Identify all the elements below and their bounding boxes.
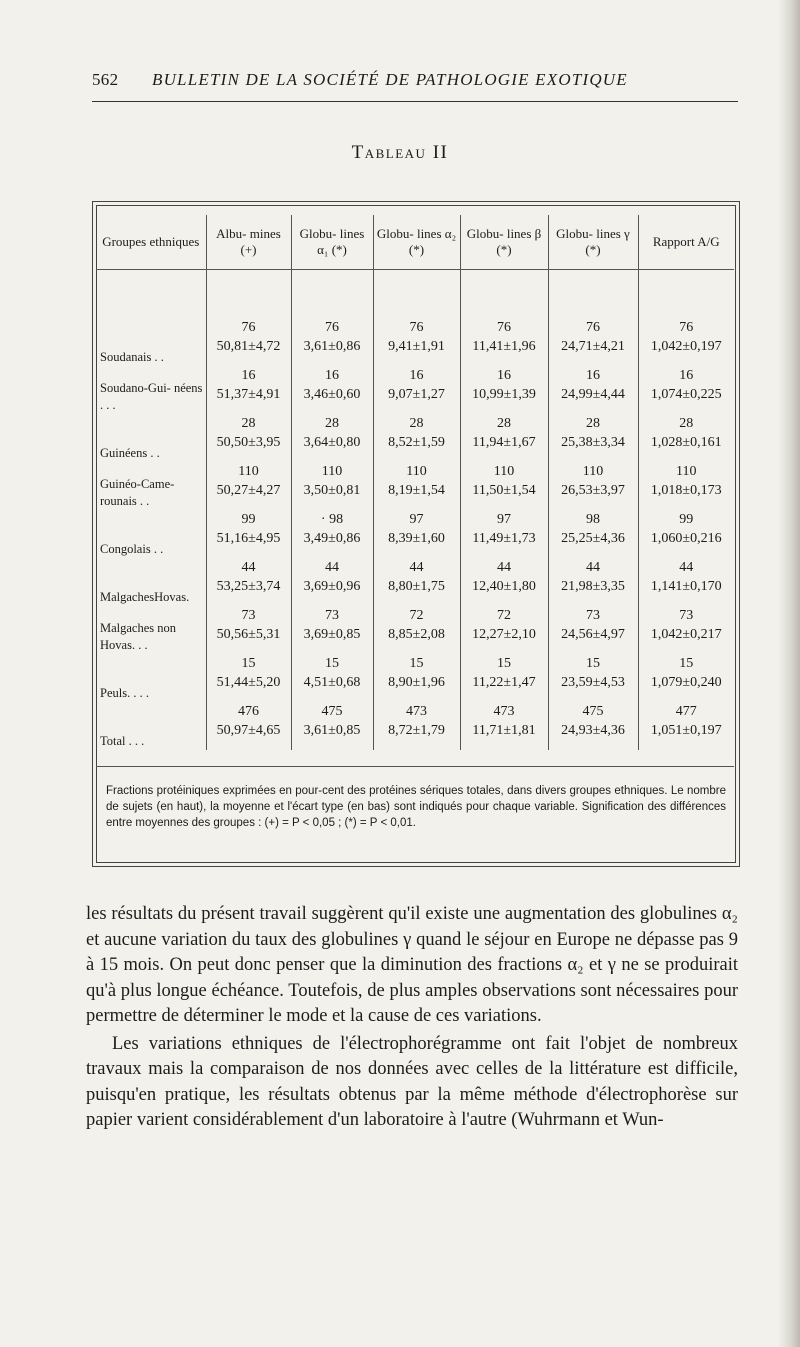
mean-sd-value: 1,018±0,173 xyxy=(650,483,722,498)
table-cell xyxy=(373,462,460,510)
subject-count: 16 xyxy=(325,368,339,383)
mean-sd-value: 1,042±0,217 xyxy=(650,627,722,642)
mean-sd-value: 1,051±0,197 xyxy=(650,723,722,738)
col-header-albumines: Albu- mines (+) xyxy=(206,215,291,270)
subject-count: 15 xyxy=(679,656,694,671)
table-cell xyxy=(291,414,373,462)
subject-count: 475 xyxy=(321,704,343,719)
group-name: Peuls. . . . xyxy=(100,686,149,700)
subject-count: 76 xyxy=(241,320,256,335)
subject-count: 16 xyxy=(586,368,600,383)
table-cell xyxy=(548,462,638,510)
group-name: Soudanais . . xyxy=(100,350,164,364)
mean-sd-value: 8,90±1,96 xyxy=(388,675,445,690)
header-rule xyxy=(92,101,738,102)
table-cell xyxy=(548,414,638,462)
subject-count: 28 xyxy=(409,416,424,431)
subject-count: 76 xyxy=(679,320,694,335)
table-cell xyxy=(291,702,373,750)
table-cell xyxy=(206,366,291,414)
table-cell xyxy=(206,462,291,510)
paragraph-1: les résultats du présent travail suggèrent qu'il existe une augmentation des globulines α₂ et aucune variation du taux des globulines γ quand le séjour en Europe ne dépasse pas 9 à 15 mois. On peut donc penser que la diminution des fractions α₂ et γ ne se produirait qu'à plus longue échéance. Toutefois, de plus amples observations sont nécessaires pour permettre de déterminer le mode et la cause de ces variations. xyxy=(86,904,738,1026)
mean-sd-value: 3,61±0,86 xyxy=(303,339,361,354)
protein-fractions-table xyxy=(96,215,734,750)
subject-count: 110 xyxy=(238,464,259,479)
mean-sd-value: 51,37±4,91 xyxy=(216,387,281,402)
subject-count: 44 xyxy=(497,560,511,575)
subject-count: 44 xyxy=(325,560,339,575)
mean-sd-value: 25,38±3,34 xyxy=(561,435,625,450)
mean-sd-value: 25,25±4,36 xyxy=(561,531,625,546)
page-number: 562 xyxy=(92,70,119,89)
mean-sd-value: 8,19±1,54 xyxy=(388,483,445,498)
table-cell xyxy=(373,654,460,702)
table-row xyxy=(96,606,734,654)
table-cell xyxy=(638,366,734,414)
subject-count: 15 xyxy=(325,656,339,671)
table-row xyxy=(96,510,734,558)
note-rule xyxy=(96,766,734,767)
mean-sd-value: 8,52±1,59 xyxy=(388,435,445,450)
mean-sd-value: 12,27±2,10 xyxy=(472,627,536,642)
subject-count: 16 xyxy=(241,368,256,383)
mean-sd-value: 26,53±3,97 xyxy=(561,483,625,498)
table-cell xyxy=(206,414,291,462)
subject-count: 44 xyxy=(241,560,256,575)
group-name: Total . . . xyxy=(100,734,145,748)
table-cell xyxy=(206,558,291,606)
mean-sd-value: 3,69±0,85 xyxy=(303,627,361,642)
mean-sd-value: 24,93±4,36 xyxy=(561,723,625,738)
col-header-rapport: Rapport A/G xyxy=(638,215,734,270)
table-cell xyxy=(206,318,291,366)
subject-count: 76 xyxy=(586,320,600,335)
table-cell xyxy=(206,702,291,750)
mean-sd-value: 8,39±1,60 xyxy=(388,531,445,546)
mean-sd-value: 50,97±4,65 xyxy=(216,723,281,738)
subject-count: 15 xyxy=(497,656,511,671)
mean-sd-value: 8,72±1,79 xyxy=(388,723,445,738)
page-edge xyxy=(778,0,800,1347)
subject-count: 73 xyxy=(679,608,694,623)
mean-sd-value: 3,69±0,96 xyxy=(303,579,361,594)
subject-count: 28 xyxy=(241,416,256,431)
table-cell xyxy=(291,318,373,366)
table-cell xyxy=(373,318,460,366)
mean-sd-value: 9,07±1,27 xyxy=(388,387,445,402)
subject-count: 15 xyxy=(586,656,600,671)
subject-count: 110 xyxy=(406,464,427,479)
mean-sd-value: 23,59±4,53 xyxy=(561,675,625,690)
subject-count: 110 xyxy=(493,464,515,479)
mean-sd-value: 11,71±1,81 xyxy=(472,723,536,738)
mean-sd-value: 11,94±1,67 xyxy=(472,435,536,450)
table-cell xyxy=(373,606,460,654)
group-name: Congolais . . xyxy=(100,542,164,556)
mean-sd-value: 1,028±0,161 xyxy=(650,435,722,450)
group-name: MalgachesHovas. xyxy=(100,590,190,604)
subject-count: 72 xyxy=(497,608,511,623)
mean-sd-value: 10,99±1,39 xyxy=(472,387,536,402)
subject-count: 473 xyxy=(406,704,427,719)
table-cell xyxy=(460,558,548,606)
table-cell xyxy=(548,654,638,702)
col-header-gamma: Globu- lines γ (*) xyxy=(548,215,638,270)
table-cell xyxy=(638,558,734,606)
table-row xyxy=(96,366,734,414)
subject-count: 473 xyxy=(493,704,515,719)
table-cell xyxy=(291,558,373,606)
mean-sd-value: 11,49±1,73 xyxy=(472,531,536,546)
mean-sd-value: 3,49±0,86 xyxy=(303,531,361,546)
mean-sd-value: 11,41±1,96 xyxy=(472,339,536,354)
table-row xyxy=(96,318,734,366)
journal-title: BULLETIN DE LA SOCIÉTÉ DE PATHOLOGIE EXOTIQUE xyxy=(152,70,628,89)
mean-sd-value: 4,51±0,68 xyxy=(303,675,361,690)
mean-sd-value: 24,99±4,44 xyxy=(561,387,625,402)
group-name: Soudano-Gui- néens . . . xyxy=(100,381,203,412)
table-cell xyxy=(206,654,291,702)
table-cell xyxy=(373,366,460,414)
subject-count: 44 xyxy=(679,560,694,575)
group-name: Guinéens . . xyxy=(100,446,160,460)
subject-count: 110 xyxy=(676,464,697,479)
table-cell xyxy=(460,414,548,462)
table-cell xyxy=(638,414,734,462)
table-body xyxy=(96,318,734,750)
subject-count: 76 xyxy=(409,320,424,335)
mean-sd-value: 3,64±0,80 xyxy=(303,435,361,450)
table-cell xyxy=(291,654,373,702)
mean-sd-value: 50,27±4,27 xyxy=(216,483,281,498)
subject-count: 99 xyxy=(241,512,256,527)
mean-sd-value: 9,41±1,91 xyxy=(388,339,445,354)
mean-sd-value: 50,50±3,95 xyxy=(216,435,281,450)
table-cell xyxy=(373,702,460,750)
mean-sd-value: 1,074±0,225 xyxy=(650,387,722,402)
mean-sd-value: 3,46±0,60 xyxy=(303,387,361,402)
subject-count: 28 xyxy=(497,416,511,431)
subject-count: 28 xyxy=(679,416,694,431)
mean-sd-value: 1,141±0,170 xyxy=(650,579,722,594)
table-row xyxy=(96,558,734,606)
table-cell xyxy=(548,318,638,366)
table-cell xyxy=(291,462,373,510)
col-header-alpha1: Globu- lines α₁ (*) xyxy=(291,215,373,270)
group-name: Guinéo-Came- rounais . . xyxy=(100,477,175,508)
table-cell xyxy=(638,510,734,558)
subject-count: 16 xyxy=(497,368,511,383)
table-cell xyxy=(548,366,638,414)
table-cell xyxy=(460,702,548,750)
body-text xyxy=(86,902,738,1134)
table-title: Tableau II xyxy=(351,142,449,163)
mean-sd-value: 51,16±4,95 xyxy=(216,531,281,546)
table-row xyxy=(96,654,734,702)
mean-sd-value: 3,50±0,81 xyxy=(303,483,361,498)
subject-count: 73 xyxy=(241,608,256,623)
subject-count: 73 xyxy=(325,608,339,623)
table-cell xyxy=(291,510,373,558)
mean-sd-value: 3,61±0,85 xyxy=(303,723,361,738)
subject-count: 44 xyxy=(409,560,424,575)
subject-count: 97 xyxy=(497,512,511,527)
table-cell xyxy=(460,606,548,654)
subject-count: 73 xyxy=(586,608,600,623)
table-cell xyxy=(460,654,548,702)
table-cell xyxy=(460,462,548,510)
table-cell xyxy=(291,606,373,654)
mean-sd-value: 12,40±1,80 xyxy=(472,579,536,594)
table-cell xyxy=(638,462,734,510)
table-cell xyxy=(460,366,548,414)
col-header-beta: Globu- lines β (*) xyxy=(460,215,548,270)
table-cell xyxy=(548,510,638,558)
subject-count: 16 xyxy=(409,368,424,383)
table-cell xyxy=(638,318,734,366)
mean-sd-value: 1,042±0,197 xyxy=(650,339,722,354)
mean-sd-value: 11,22±1,47 xyxy=(472,675,536,690)
subject-count: 110 xyxy=(582,464,604,479)
mean-sd-value: 51,44±5,20 xyxy=(216,675,281,690)
subject-count: 97 xyxy=(409,512,424,527)
table-cell xyxy=(373,510,460,558)
table-row xyxy=(96,702,734,750)
subject-count: 76 xyxy=(497,320,511,335)
table-cell xyxy=(548,558,638,606)
table-cell xyxy=(638,702,734,750)
table-cell xyxy=(460,318,548,366)
subject-count: 110 xyxy=(321,464,343,479)
subject-count: 28 xyxy=(325,416,339,431)
subject-count: 44 xyxy=(586,560,600,575)
table-row xyxy=(96,414,734,462)
table-cell xyxy=(373,558,460,606)
subject-count: 476 xyxy=(238,704,259,719)
subject-count: 16 xyxy=(679,368,694,383)
table-cell xyxy=(373,414,460,462)
subject-count: 76 xyxy=(325,320,339,335)
subject-count: 475 xyxy=(582,704,604,719)
subject-count: 98 xyxy=(586,512,600,527)
mean-sd-value: 50,81±4,72 xyxy=(216,339,281,354)
subject-count: 28 xyxy=(586,416,600,431)
col-header-groupes: Groupes ethniques xyxy=(102,234,200,249)
table-cell xyxy=(638,654,734,702)
table-cell xyxy=(638,606,734,654)
mean-sd-value: 1,060±0,216 xyxy=(650,531,722,546)
mean-sd-value: 8,85±2,08 xyxy=(388,627,445,642)
subject-count: 15 xyxy=(241,656,256,671)
table-cell xyxy=(206,606,291,654)
mean-sd-value: 53,25±3,74 xyxy=(216,579,281,594)
table-cell xyxy=(291,366,373,414)
table-cell xyxy=(548,606,638,654)
mean-sd-value: 21,98±3,35 xyxy=(561,579,625,594)
col-header-alpha2: Globu- lines α₂ (*) xyxy=(373,215,460,270)
subject-count: 72 xyxy=(409,608,424,623)
mean-sd-value: 8,80±1,75 xyxy=(388,579,445,594)
subject-count: 15 xyxy=(409,656,424,671)
mean-sd-value: 11,50±1,54 xyxy=(472,483,536,498)
table-note: Fractions protéiniques exprimées en pour-cent des protéines sériques totales, dans divers groupes ethniques. Le nombre de sujets (en haut), la moyenne et l'écart type (en bas) sont indiqués pour chaque variable. Signification des différences entre moyennes des groupes : (+) = P < 0,05 ; (*) = P < 0,01. xyxy=(106,785,726,829)
subject-count: 477 xyxy=(675,704,697,719)
table-row xyxy=(96,462,734,510)
table-cell xyxy=(460,510,548,558)
group-name: Malgaches non Hovas. . . xyxy=(100,621,177,652)
table-cell xyxy=(206,510,291,558)
paragraph-2: Les variations ethniques de l'électrophorégramme ont fait l'objet de nombreux travaux mais la comparaison de nos données avec celles de la littérature est difficile, puisqu'en pratique, les résultats obtenus par la même méthode d'électrophorèse sur papier varient considérablement d'un laboratoire à l'autre (Wuhrmann et Wun- xyxy=(86,1033,738,1130)
mean-sd-value: 1,079±0,240 xyxy=(650,675,722,690)
subject-count: · 98 xyxy=(320,512,344,527)
mean-sd-value: 24,56±4,97 xyxy=(561,627,625,642)
table-cell xyxy=(548,702,638,750)
mean-sd-value: 24,71±4,21 xyxy=(561,339,625,354)
mean-sd-value: 50,56±5,31 xyxy=(216,627,281,642)
subject-count: 99 xyxy=(679,512,694,527)
